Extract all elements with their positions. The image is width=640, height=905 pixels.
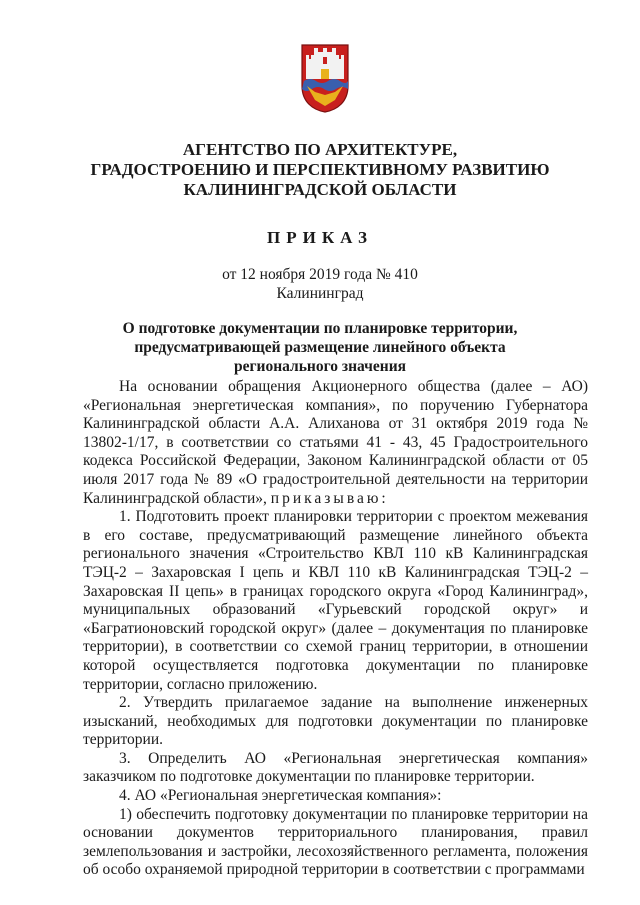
- body-paragraph: 4. АО «Региональная энергетическая компания»:: [119, 787, 442, 805]
- order-date-number: от 12 ноября 2019 года № 410: [222, 266, 418, 283]
- body-paragraph-intro: [83, 378, 588, 508]
- order-body: [83, 378, 588, 880]
- document-date-block: [60, 265, 580, 303]
- subject-line: О подготовке документации по планировке территории,: [122, 320, 518, 337]
- decree-word: приказываю:: [270, 489, 389, 507]
- agency-name: [60, 140, 580, 200]
- body-paragraph: 1. Подготовить проект планировки территории с проектом межевания в его составе, предусматривающий размещение линейного объекта регионального значения «Строительство КВЛ 110 кВ Калининградская ТЭЦ-2 – Захаровская I цепь и КВЛ 110 кВ Калининградская ТЭЦ-2 – Захаровская II цепь» в границах городского округа «Город Калининград», муниципальных образований «Гурьевский городской округ» и «Багратионовский городской округ» (далее – документация по планировке территории), в соответствии со схемой границ территории, в отношении которой осуществляется подготовка документации по планировке территории, согласно приложению.: [83, 508, 588, 693]
- body-paragraph: 3. Определить АО «Региональная энергетическая компания» заказчиком по подготовке документации по планировке территории.: [83, 749, 588, 786]
- agency-line: КАЛИНИНГРАДСКОЙ ОБЛАСТИ: [183, 180, 457, 199]
- body-paragraph: 2. Утвердить прилагаемое задание на выполнение инженерных изысканий, необходимых для подготовки документации по планировке территории.: [83, 694, 588, 749]
- body-paragraph: 1) обеспечить подготовку документации по планировке территории на основании документов территориального планирования, правил землепользования и застройки, лесохозяйственного регламента, положения об особо охраняемой природной территории в соответствии с программами: [83, 805, 588, 879]
- kaliningrad-coat-of-arms-icon: [299, 42, 351, 114]
- order-subject: [60, 319, 580, 376]
- document-type-title: ПРИКАЗ: [267, 228, 373, 247]
- agency-line: ГРАДОСТРОЕНИЮ И ПЕРСПЕКТИВНОМУ РАЗВИТИЮ: [90, 160, 550, 179]
- agency-line: АГЕНТСТВО ПО АРХИТЕКТУРЕ,: [182, 140, 458, 159]
- intro-text: На основании обращения Акционерного общества (далее – АО) «Региональная энергетическая компания», по поручению Губернатора Калининградской области А.А. Алиханова от 31 октября 2019 года № 13802-1/17, в соответствии со статьями 41 - 43, 45 Градостроительного кодекса Российской Федерации, Законом Калининградской области от 05 июля 2017 года № 89 «О градостроительной деятельности на территории Калининградской области»,: [83, 378, 588, 507]
- order-city: Калининград: [276, 285, 364, 302]
- subject-line: предусматривающей размещение линейного объекта: [134, 339, 506, 356]
- subject-line: регионального значения: [233, 358, 407, 375]
